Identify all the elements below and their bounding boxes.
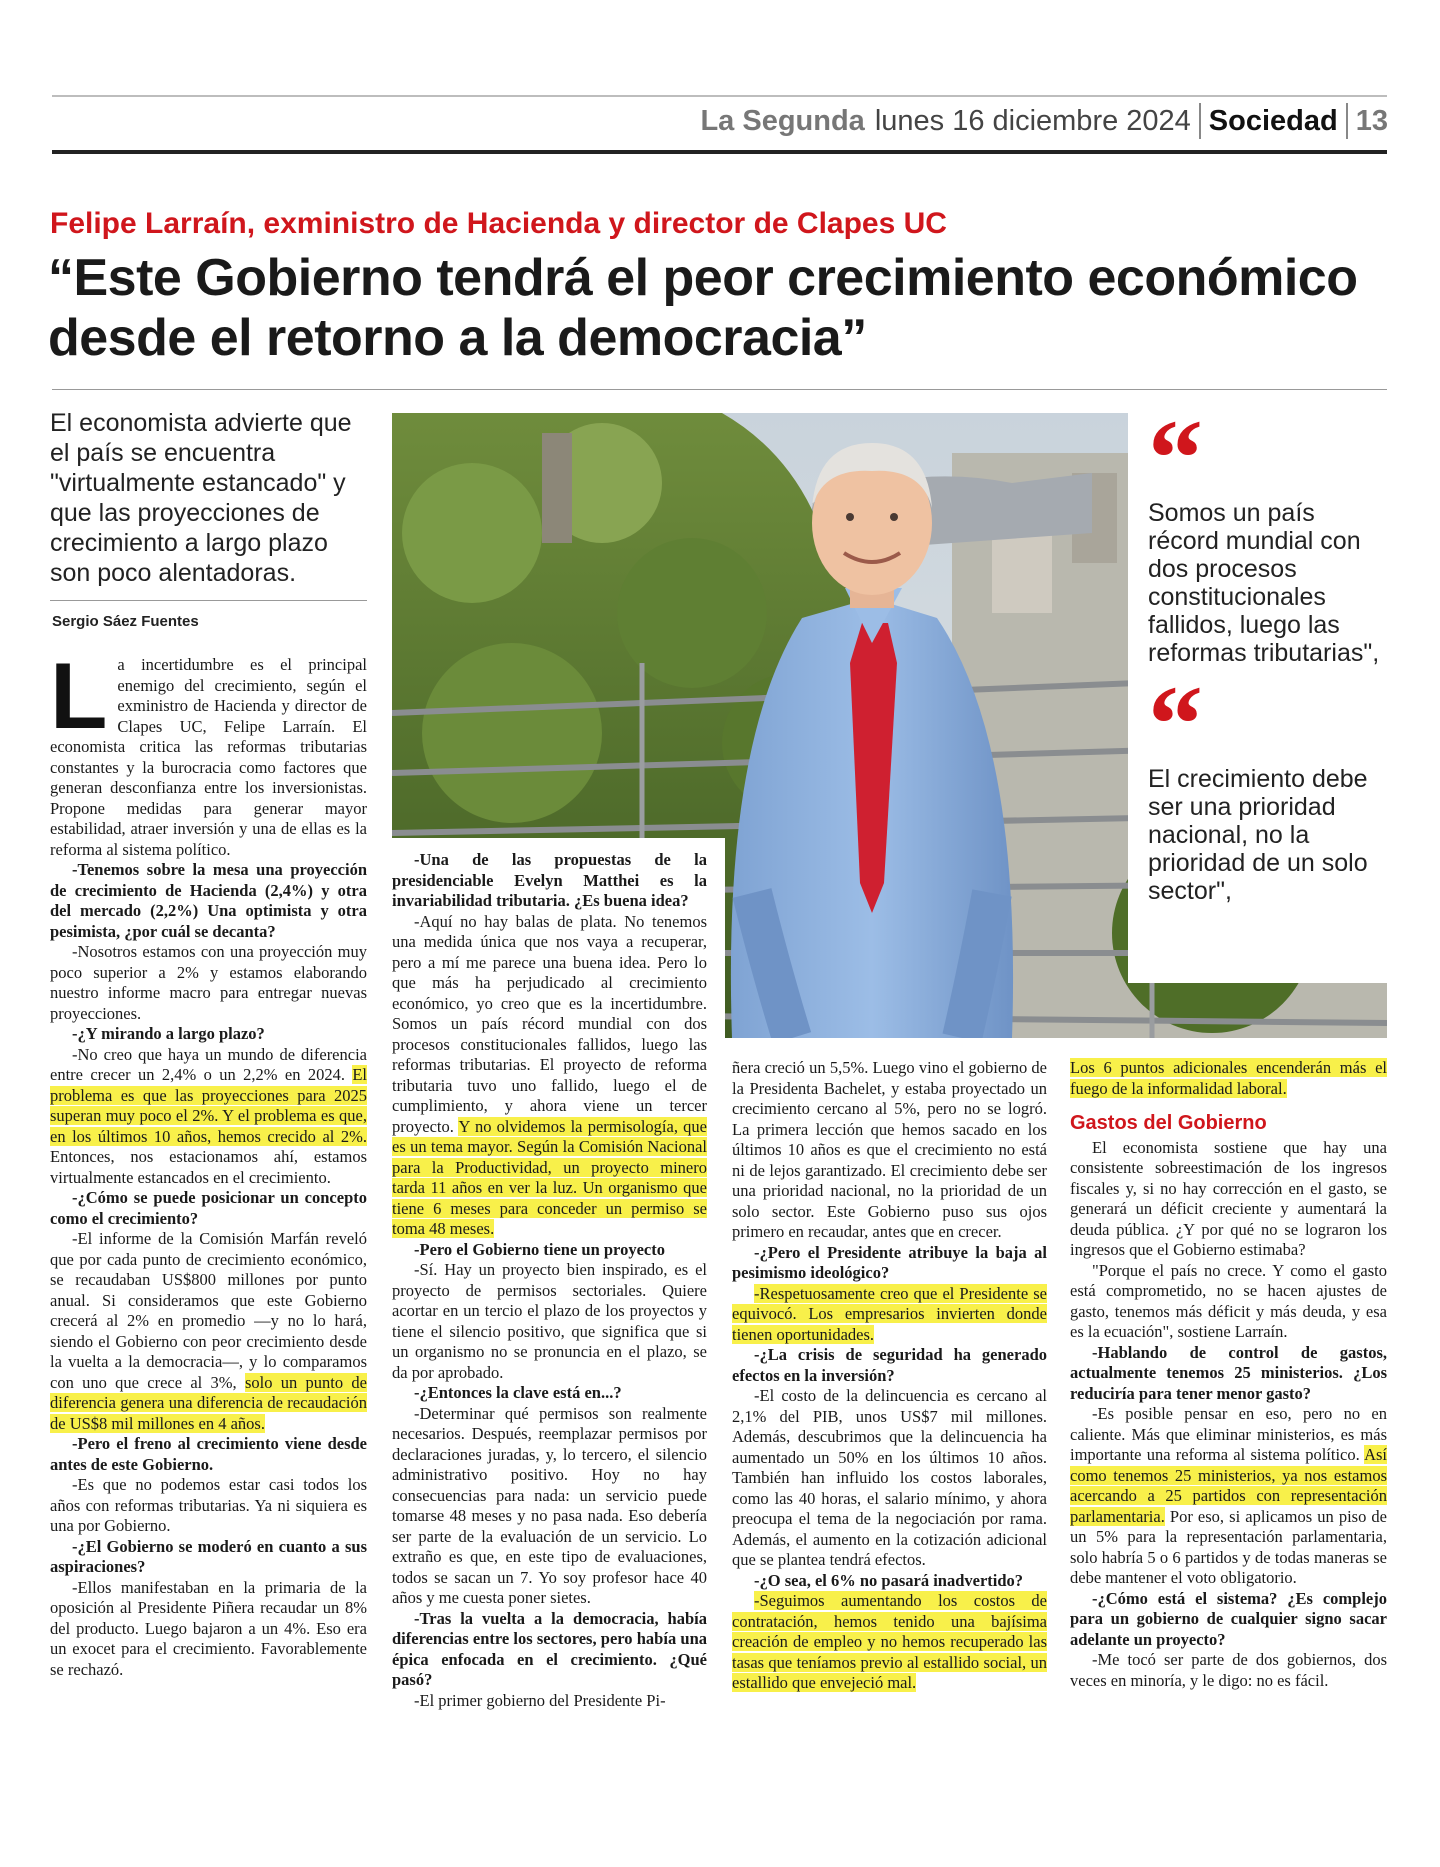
question: -¿La crisis de seguridad ha generado efectos en la inversión? [732,1345,1047,1385]
pull-quotes [1128,397,1393,983]
column-4 [1070,1058,1387,1691]
column-1 [50,643,367,1680]
answer: -Ellos manifestaban en la primaria de la oposición al Presidente Piñera recaudar un 8% del producto. Luego bajaron a un 4%. Eso era un exocet para el crecimiento. Favorablemente se rechazó. [50,1577,367,1679]
masthead-top-rule [52,95,1387,97]
answer: -No creo que haya un mundo de diferencia entre crecer un 2,4% o un 2,2% en 2024. El problema es que las proyecciones para 2025 superan muy poco el 2%. Y el problema es que, en los últimos 10 años, hemos crecido al 2%. Entonces, nos estacionamos ahí, estamos virtualmente estancados en el crecimiento. [50,1044,367,1187]
highlight: -Seguimos aumentando los costos de contratación, hemos tenido una bajísima creación de empleo y no hemos recuperado las tasas que teníamos previo al estallido social, un estallido que envejeció mal. [732,1591,1047,1692]
intro-paragraph: La incertidumbre es el principal enemigo del crecimiento, según el exministro de Hacienda y director de Clapes UC, Felipe Larraín. El economista critica las reformas tributarias constantes y la burocracia como factores que generan desconfianza entre los inversionistas. Propone medidas para generar mayor estabilidad, atraer inversión y una de ellas es la reforma al sistema político. [50,643,367,859]
byline: Sergio Sáez Fuentes [52,613,199,630]
answer: -El primer gobierno del Presidente Pi- [414,1690,666,1710]
question: -Tras la vuelta a la democracia, había diferencias entre los sectores, pero había una épica enfocada en el crecimiento. ¿Qué pasó? [392,1608,707,1689]
deck-rule [50,600,367,601]
quote-mark-icon: “ [1148,663,1197,785]
highlight: Así como tenemos 25 ministerios, ya nos estamos acercando a 25 partidos con representación parlamentaria. [1070,1445,1387,1526]
question: -Pero el Gobierno tiene un proyecto [414,1239,665,1259]
answer: -Es posible pensar en eso, pero no en caliente. Más que eliminar ministerios, es más importante una reforma al sistema político. Así como tenemos 25 ministerios, ya nos estamos acercando a 25 partidos con representación parlamentaria. Por eso, si aplicamos un piso de un 5% para la representación parlamentaria, solo habría 5 o 6 partidos y de todas maneras se debe mantener el voto obligatorio. [1070,1404,1387,1587]
issue-date: lunes 16 diciembre 2024 [874,104,1191,137]
headline-rule [52,389,1387,390]
newspaper-name: La Segunda [700,104,865,137]
question: -¿Cómo se puede posicionar un concepto como el crecimiento? [50,1188,367,1228]
masthead [700,100,1388,142]
column-3 [732,1058,1047,1694]
highlight: Los 6 puntos adicionales encenderán más el fuego de la informalidad laboral. [1070,1058,1387,1098]
highlight: solo un punto de diferencia genera una diferencia de recaudación de US$8 mil millones en 4 años. [50,1372,367,1433]
answer: -Nosotros estamos con una proyección muy poco superior a 2% y estamos elaborando nuestro informe macro para entregar nuevas proyecciones. [50,942,367,1023]
question: -Tenemos sobre la mesa una proyección de crecimiento de Hacienda (2,4%) y otra del mercado (2,2%) Una optimista y otra pesimista, ¿por cuál se decanta? [50,860,367,941]
quote-mark-icon: “ [1148,397,1197,519]
answer: -Aquí no hay balas de plata. No tenemos una medida única que nos vaya a recuperar, pero a mí me parece una buena idea. Pero lo que más ha perjudicado al crecimiento económico, yo creo que es la incertidumbre. Somos un país récord mundial con dos procesos constitucionales fallidos, luego las reformas tributarias. El proyecto de reforma tributaria tuvo uno fallido, luego el de cumplimiento, y ahora viene un tercer proyecto. Y no olvidemos la permisología, que es un tema mayor. Según la Comisión Nacional para la Productividad, un proyecto minero tarda 11 años en ver la luz. Un organismo que tiene 6 meses para conceder un permiso se toma 48 meses. [392,911,707,1238]
answer: -Determinar qué permisos son realmente necesarios. Después, reemplazar permisos por declaraciones juradas, y, lo tercero, el silencio administrativo positivo. Hoy no hay consecuencias para nada: un servicio puede tomarse 48 meses y no pasa nada. Eso debería ser parte de la evaluación de un servicio. Lo extraño es que, en este tipo de evaluaciones, todos se sacan un 7. Yo soy profesor hace 40 años y me cuesta poner sietes. [392,1403,707,1607]
answer [732,1591,1047,1694]
question: -¿Y mirando a largo plazo? [72,1024,265,1043]
question: -¿Cómo está el sistema? ¿Es complejo para un gobierno de cualquier signo sacar adelante un proyecto? [1070,1588,1387,1649]
column-2 [392,850,707,1711]
page-number: 13 [1355,104,1388,137]
highlight: Y no olvidemos la permisología, que es un tema mayor. Según la Comisión Nacional para la Productividad, un proyecto minero tarda 11 años en ver la luz. Un organismo que tiene 6 meses para conceder un permiso se toma 48 meses. [392,1116,707,1238]
kicker: Felipe Larraín, exministro de Hacienda y director de Clapes UC [50,207,947,240]
question: -Una de las propuestas de la presidenciable Evelyn Matthei es la invariabilidad tributaria. ¿Es buena idea? [392,850,707,910]
answer: -El costo de la delincuencia es cercano al 2,1% del PIB, unos US$7 mil millones. Además, descubrimos que la delincuencia ha aumentado un 50% en los últimos 10 años. También han influido los costos laborales, como las 40 horas, el salario mínimo, y ahora preocupa el tema de la negociación por rama. Además, el aumento en la cotización adicional que se plantea tendrá efectos. [732,1386,1047,1569]
subheading: Gastos del Gobierno [1070,1112,1267,1134]
answer: -Es que no podemos estar casi todos los años con reformas tributarias. Ya ni siquiera es una por Gobierno. [50,1475,367,1535]
masthead-divider [1346,103,1348,139]
question: -¿El Gobierno se moderó en cuanto a sus aspiraciones? [50,1536,367,1576]
highlight: -Respetuosamente creo que el Presidente se equivocó. Los empresarios invierten donde tienen oportunidades. [732,1283,1047,1344]
section-name: Sociedad [1208,104,1338,137]
pull-quote: El crecimiento debe ser una prioridad nacional, no la prioridad de un solo sector", [1148,765,1368,905]
answer: -Me tocó ser parte de dos gobiernos, dos veces en minoría, y le digo: no es fácil. [1070,1650,1387,1690]
answer: ñera creció un 5,5%. Luego vino el gobierno de la Presidenta Bachelet, y estaba proyectado un crecimiento cercano al 5%, pero no se logró. La primera lección que hemos sacado en los últimos 10 años es que el crecimiento no está ni de lejos garantizado. El crecimiento debe ser una prioridad nacional, no la prioridad de un solo sector. Este Gobierno puso sus ojos primero en recaudar, antes que en crecer. [732,1058,1047,1241]
paragraph: "Porque el país no crece. Y como el gasto está comprometido, no se hacen ajustes de gasto, tenemos más déficit y más deuda, y esa es la ecuación", sostiene Larraín. [1070,1260,1387,1341]
answer: -Sí. Hay un proyecto bien inspirado, es el proyecto de permisos sectoriales. Quiere acortar en un tercio el plazo de los proyectos y tiene el silencio positivo, que significa que si un organismo no se pronuncia en el plazo, se da por aprobado. [392,1260,707,1382]
masthead-bottom-rule [52,150,1387,154]
headline: “Este Gobierno tendrá el peor crecimiento económico desde el retorno a la democracia” [48,249,1358,367]
drop-cap: L [50,643,108,748]
highlight: El problema es que las proyecciones para 2025 superan muy poco el 2%. Y el problema es que, en los últimos 10 años, hemos crecido al 2%. [50,1065,367,1146]
question: -Pero el freno al crecimiento viene desde antes de este Gobierno. [50,1434,367,1474]
question: -¿O sea, el 6% no pasará inadvertido? [754,1570,1024,1590]
answer: -El informe de la Comisión Marfán reveló que por cada punto de crecimiento económico, se recaudaban US$800 millones por punto anual. Si consideramos que este Gobierno crecerá al 2% en promedio —y no lo hará, siendo el Gobierno con peor crecimiento desde la vuelta a la democracia—, y lo comparamos con uno que crece al 3%, solo un punto de diferencia genera una diferencia de recaudación de US$8 mil millones en 4 años. [50,1229,367,1433]
question: -¿Pero el Presidente atribuye la baja al pesimismo ideológico? [732,1242,1047,1282]
answer [1070,1058,1387,1099]
masthead-divider [1199,103,1201,139]
pull-quote: Somos un país récord mundial con dos procesos constitucionales fallidos, luego las reformas tributarias", [1148,499,1380,667]
paragraph: El economista sostiene que hay una consistente sobreestimación de los ingresos fiscales y, si no hay corrección en el gasto, se generará un déficit creciente y aumentará la deuda pública. ¿Y por qué no se lograron los ingresos que el Gobierno estimaba? [1070,1137,1387,1259]
question: -Hablando de control de gastos, actualmente tenemos 25 ministerios. ¿Los reduciría para tener menor gasto? [1070,1342,1387,1403]
question: -¿Entonces la clave está en...? [414,1383,622,1402]
deck: El economista advierte que el país se encuentra "virtualmente estancado" y que las proyecciones de crecimiento a largo plazo son poco alentadoras. [50,409,352,587]
answer [732,1284,1047,1346]
